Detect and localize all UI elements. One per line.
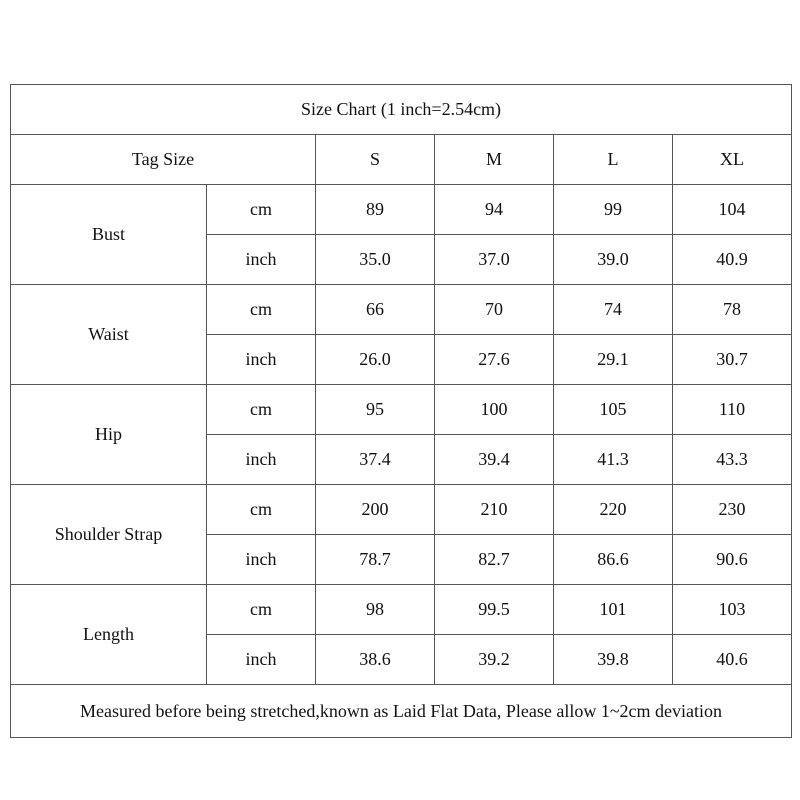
value-cell: 38.6 bbox=[316, 635, 435, 685]
measure-label-bust: Bust bbox=[11, 185, 207, 285]
tag-size-header: Tag Size bbox=[11, 135, 316, 185]
value-cell: 40.9 bbox=[673, 235, 792, 285]
value-cell: 110 bbox=[673, 385, 792, 435]
unit-label: cm bbox=[207, 585, 316, 635]
unit-label: inch bbox=[207, 335, 316, 385]
value-cell: 104 bbox=[673, 185, 792, 235]
table-row bbox=[11, 585, 792, 635]
value-cell: 40.6 bbox=[673, 635, 792, 685]
value-cell: 29.1 bbox=[554, 335, 673, 385]
title-row bbox=[11, 85, 792, 135]
value-cell: 220 bbox=[554, 485, 673, 535]
value-cell: 200 bbox=[316, 485, 435, 535]
value-cell: 94 bbox=[435, 185, 554, 235]
table-row bbox=[11, 185, 792, 235]
value-cell: 99.5 bbox=[435, 585, 554, 635]
value-cell: 39.4 bbox=[435, 435, 554, 485]
value-cell: 90.6 bbox=[673, 535, 792, 585]
unit-label: inch bbox=[207, 435, 316, 485]
table-row bbox=[11, 385, 792, 435]
unit-label: cm bbox=[207, 385, 316, 435]
value-cell: 210 bbox=[435, 485, 554, 535]
value-cell: 27.6 bbox=[435, 335, 554, 385]
table-row bbox=[11, 285, 792, 335]
value-cell: 26.0 bbox=[316, 335, 435, 385]
value-cell: 43.3 bbox=[673, 435, 792, 485]
value-cell: 95 bbox=[316, 385, 435, 435]
unit-label: cm bbox=[207, 285, 316, 335]
measure-label-length: Length bbox=[11, 585, 207, 685]
unit-label: inch bbox=[207, 635, 316, 685]
unit-label: inch bbox=[207, 535, 316, 585]
value-cell: 66 bbox=[316, 285, 435, 335]
value-cell: 86.6 bbox=[554, 535, 673, 585]
size-header-m: M bbox=[435, 135, 554, 185]
value-cell: 37.0 bbox=[435, 235, 554, 285]
value-cell: 99 bbox=[554, 185, 673, 235]
value-cell: 39.2 bbox=[435, 635, 554, 685]
measure-label-waist: Waist bbox=[11, 285, 207, 385]
unit-label: inch bbox=[207, 235, 316, 285]
chart-title: Size Chart (1 inch=2.54cm) bbox=[11, 85, 792, 135]
size-header-l: L bbox=[554, 135, 673, 185]
value-cell: 101 bbox=[554, 585, 673, 635]
value-cell: 41.3 bbox=[554, 435, 673, 485]
value-cell: 82.7 bbox=[435, 535, 554, 585]
value-cell: 78.7 bbox=[316, 535, 435, 585]
table-row bbox=[11, 485, 792, 535]
value-cell: 39.8 bbox=[554, 635, 673, 685]
value-cell: 35.0 bbox=[316, 235, 435, 285]
size-chart-body bbox=[11, 85, 792, 738]
measure-label-hip: Hip bbox=[11, 385, 207, 485]
value-cell: 100 bbox=[435, 385, 554, 435]
value-cell: 230 bbox=[673, 485, 792, 535]
measurement-note: Measured before being stretched,known as Laid Flat Data, Please allow 1~2cm deviation bbox=[11, 685, 792, 738]
value-cell: 37.4 bbox=[316, 435, 435, 485]
header-row bbox=[11, 135, 792, 185]
value-cell: 78 bbox=[673, 285, 792, 335]
value-cell: 74 bbox=[554, 285, 673, 335]
note-row bbox=[11, 685, 792, 738]
unit-label: cm bbox=[207, 185, 316, 235]
size-header-xl: XL bbox=[673, 135, 792, 185]
unit-label: cm bbox=[207, 485, 316, 535]
measure-label-shoulder-strap: Shoulder Strap bbox=[11, 485, 207, 585]
value-cell: 70 bbox=[435, 285, 554, 335]
value-cell: 98 bbox=[316, 585, 435, 635]
size-header-s: S bbox=[316, 135, 435, 185]
value-cell: 103 bbox=[673, 585, 792, 635]
value-cell: 39.0 bbox=[554, 235, 673, 285]
value-cell: 30.7 bbox=[673, 335, 792, 385]
value-cell: 105 bbox=[554, 385, 673, 435]
size-chart-table bbox=[10, 84, 792, 738]
value-cell: 89 bbox=[316, 185, 435, 235]
